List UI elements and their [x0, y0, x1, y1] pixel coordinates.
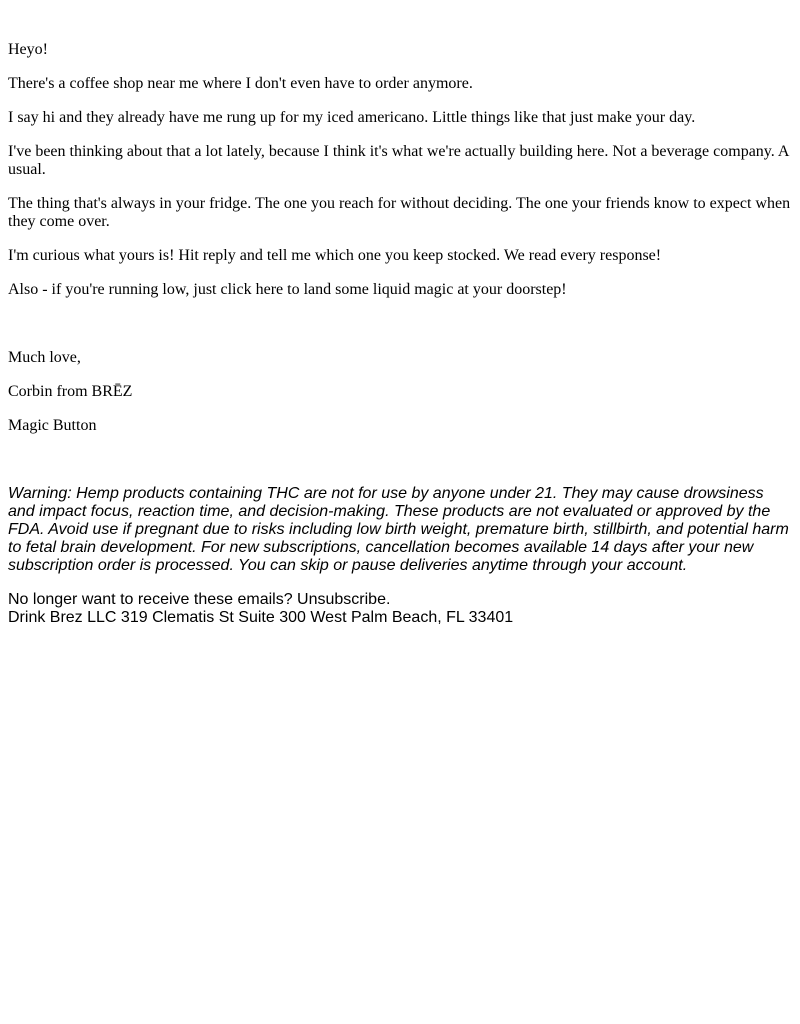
warning-disclaimer: Warning: Hemp products containing THC are not for use by anyone under 21. They may cause drowsiness and impact focus, reaction time, and decision-making. These products are not evaluated or approved by the FDA. Avoid use if pregnant due to risks including low birth weight, premature birth, stillbirth, and potential harm to fetal brain development. For new subscriptions, cancellation becomes available 14 days after your new subscription order is processed. You can skip or pause deliveries anytime through your account. [8, 485, 789, 574]
unsubscribe-link[interactable]: Unsubscribe [297, 591, 386, 608]
paragraph-building: I've been thinking about that a lot lately, because I think it's what we're actually building here. Not a beverage company. A usual. [8, 143, 789, 178]
cta-suffix: to land some liquid magic at your doorstep! [283, 281, 567, 298]
paragraph-cta [8, 281, 792, 299]
company-address: Drink Brez LLC 319 Clematis St Suite 300 West Palm Beach, FL 33401 [8, 609, 514, 626]
magic-button[interactable]: Magic Button [8, 417, 97, 434]
signature: Corbin from BRĒZ [8, 383, 133, 400]
paragraph-reply: I'm curious what yours is! Hit reply and tell me which one you keep stocked. We read every response! [8, 247, 662, 264]
unsubscribe-line [8, 591, 792, 609]
click-here-link[interactable]: click here [220, 281, 284, 298]
unsubscribe-suffix: . [385, 591, 391, 608]
unsubscribe-prefix: No longer want to receive these emails? [8, 591, 298, 608]
cta-prefix: Also - if you're running low, just [8, 281, 221, 298]
greeting: Heyo! [8, 41, 48, 58]
paragraph-iced-americano: I say hi and they already have me rung up for my iced americano. Little things like that just make your day. [8, 109, 696, 126]
signoff: Much love, [8, 349, 81, 366]
paragraph-coffee-shop: There's a coffee shop near me where I don't even have to order anymore. [8, 75, 473, 92]
paragraph-fridge: The thing that's always in your fridge. The one you reach for without deciding. The one your friends know to expect when they come over. [8, 195, 791, 230]
